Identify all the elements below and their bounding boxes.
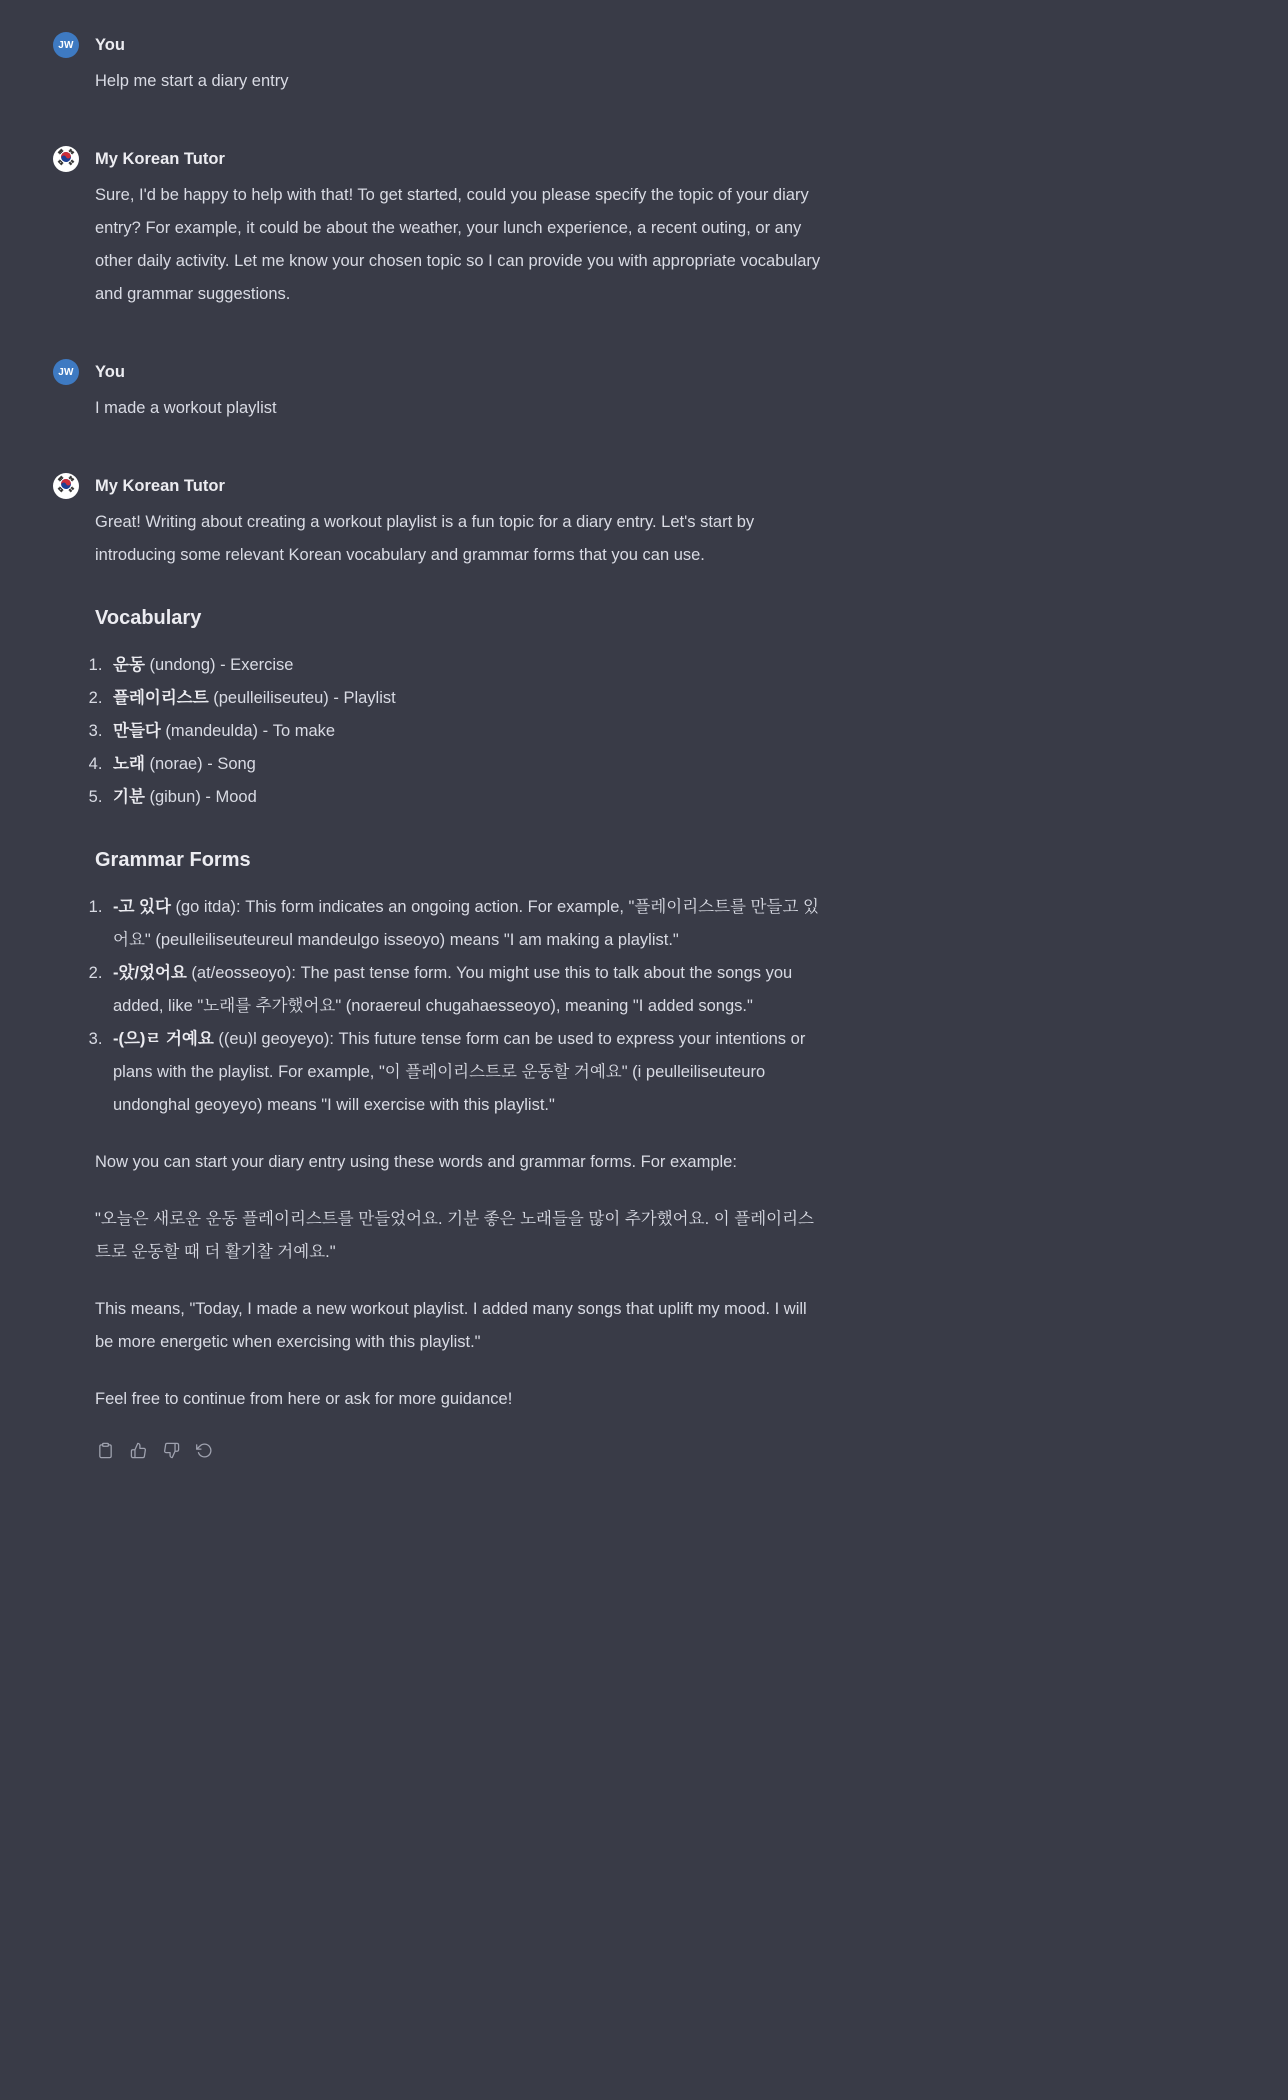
grammar-heading: Grammar Forms xyxy=(95,849,251,871)
message-body xyxy=(95,65,822,98)
grammar-form: -(으)ㄹ 거예요 xyxy=(113,1030,214,1048)
user-avatar: JW xyxy=(53,359,79,385)
message-body xyxy=(95,179,822,311)
assistant-avatar xyxy=(53,146,79,172)
message-text: Help me start a diary entry xyxy=(95,72,289,90)
korean-flag-icon xyxy=(55,473,77,499)
author-name: You xyxy=(95,35,125,54)
author-name: My Korean Tutor xyxy=(95,149,225,168)
author-name: My Korean Tutor xyxy=(95,476,225,495)
user-message xyxy=(53,359,828,425)
list-item xyxy=(107,748,822,781)
translation-text: This means, "Today, I made a new workout playlist. I added many songs that uplift my mood. I will be more energetic when exercising with this playlist." xyxy=(95,1300,807,1351)
thumbs-down-button[interactable] xyxy=(161,1440,181,1460)
vocabulary-list xyxy=(95,649,822,814)
thumbs-up-icon xyxy=(130,1442,147,1459)
regenerate-icon xyxy=(196,1442,213,1459)
message-text: Feel free to continue from here or ask for more guidance! xyxy=(95,1390,513,1408)
message-text: Now you can start your diary entry using these words and grammar forms. For example: xyxy=(95,1153,737,1171)
term-definition: (norae) - Song xyxy=(144,755,256,773)
message-body xyxy=(95,506,822,1460)
copy-button[interactable] xyxy=(95,1440,115,1460)
user-message xyxy=(53,32,828,98)
term-definition: (mandeulda) - To make xyxy=(160,722,336,740)
message-actions xyxy=(95,1440,822,1460)
thumbs-down-icon xyxy=(163,1442,180,1459)
list-item xyxy=(107,715,822,748)
assistant-avatar xyxy=(53,473,79,499)
term-definition: (gibun) - Mood xyxy=(144,788,257,806)
assistant-message xyxy=(53,473,828,1460)
user-avatar: JW xyxy=(53,32,79,58)
conversation xyxy=(0,0,828,1460)
korean-term: 노래 xyxy=(113,755,145,773)
author-name: You xyxy=(95,362,125,381)
assistant-message xyxy=(53,146,828,311)
copy-icon xyxy=(97,1442,114,1459)
term-definition: (peulleiliseuteu) - Playlist xyxy=(208,689,396,707)
term-definition: (undong) - Exercise xyxy=(144,656,294,674)
list-item xyxy=(107,682,822,715)
message-text: Great! Writing about creating a workout playlist is a fun topic for a diary entry. Let's start by introducing some relevant Korean vocabulary and grammar forms that you can use. xyxy=(95,513,755,564)
grammar-form: -았/었어요 xyxy=(113,964,187,982)
grammar-explanation: (go itda): This form indicates an ongoing action. For example, "플레이리스트를 만들고 있어요" (peulleiliseuteureul mandeulgo isseoyo) means "I am making a playlist." xyxy=(113,898,819,949)
korean-flag-icon xyxy=(55,146,77,172)
grammar-explanation: (at/eosseoyo): The past tense form. You might use this to talk about the songs you added, like "노래를 추가했어요" (noraereul chugahaesseoyo), meaning "I added songs." xyxy=(113,964,793,1015)
list-item xyxy=(107,1023,822,1122)
vocabulary-heading: Vocabulary xyxy=(95,607,202,629)
korean-term: 기분 xyxy=(113,788,145,806)
korean-term: 만들다 xyxy=(113,722,161,740)
korean-example-text: "오늘은 새로운 운동 플레이리스트를 만들었어요. 기분 좋은 노래들을 많이 추가했어요. 이 플레이리스트로 운동할 때 더 활기찰 거예요." xyxy=(95,1210,814,1261)
message-text: Sure, I'd be happy to help with that! To get started, could you please specify the topic of your diary entry? For example, it could be about the weather, your lunch experience, a recent outing, or any other daily activity. Let me know your chosen topic so I can provide you with appropriate vocabulary and grammar suggestions. xyxy=(95,186,821,303)
list-item xyxy=(107,781,822,814)
message-body xyxy=(95,392,822,425)
message-text: I made a workout playlist xyxy=(95,399,277,417)
grammar-explanation: ((eu)l geoyeyo): This future tense form can be used to express your intentions or plans with the playlist. For example, "이 플레이리스트로 운동할 거예요" (i peulleiliseuteuro undonghal geoyeyo) means "I will exercise with this playlist." xyxy=(113,1030,806,1114)
list-item xyxy=(107,957,822,1023)
list-item xyxy=(107,891,822,957)
list-item xyxy=(107,649,822,682)
thumbs-up-button[interactable] xyxy=(128,1440,148,1460)
regenerate-button[interactable] xyxy=(194,1440,214,1460)
grammar-form: -고 있다 xyxy=(113,898,171,916)
korean-term: 운동 xyxy=(113,656,145,674)
korean-term: 플레이리스트 xyxy=(113,689,209,707)
grammar-list xyxy=(95,891,822,1122)
